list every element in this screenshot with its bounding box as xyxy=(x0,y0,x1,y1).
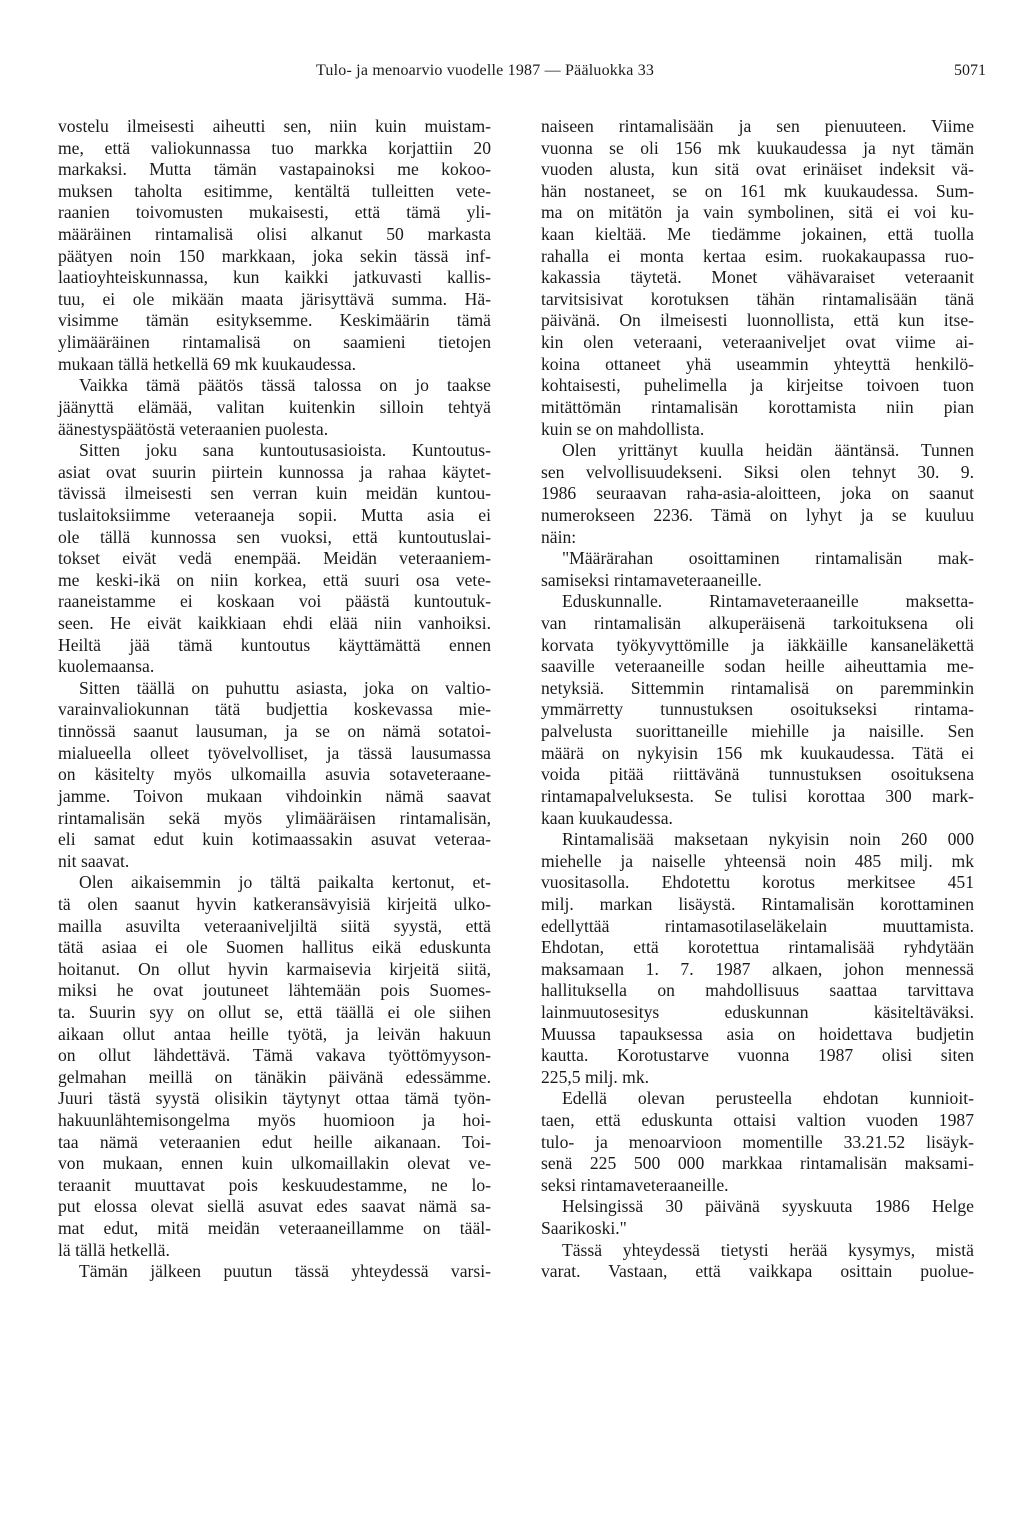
text-line: kohtaisesti, puhelimella ja kirjeitse toivoen tuon xyxy=(541,375,974,396)
text-line: vuositasolla. Ehdotettu korotus merkitsee 451 xyxy=(541,872,974,893)
text-line: jamme. Toivon mukaan vihdoinkin nämä saavat xyxy=(58,785,491,806)
text-line: kautta. Korotustarve vuonna 1987 olisi siten xyxy=(541,1045,974,1066)
text-line: ma on mitätön ja vain symbolinen, sitä ei voi ku- xyxy=(541,202,974,223)
text-line: rintamalisän sekä myös ylimääräisen rintamalisän, xyxy=(58,807,491,828)
text-line: hakuunlähtemisongelma myös huomioon ja hoi- xyxy=(58,1110,491,1131)
text-line: me keski-ikä on niin korkea, että suuri osa vete- xyxy=(58,569,491,590)
text-line: naiseen rintamalisään ja sen pienuuteen. Viime xyxy=(541,116,974,136)
text-line: koina ottaneet yhä useammin yhteyttä henkilö- xyxy=(541,353,974,374)
text-line: kakassia täytetä. Monet vähävaraiset veteraanit xyxy=(541,267,974,288)
text-line: mialueella olleet työvelvolliset, ja tässä lausumassa xyxy=(58,742,491,763)
text-line: tuu, ei ole mikään maata järisyttävä summa. Hä- xyxy=(58,288,491,309)
text-line: vostelu ilmeisesti aiheutti sen, niin kuin muistam- xyxy=(58,116,491,136)
text-line: Eduskunnalle. Rintamaveteraaneille maksetta- xyxy=(562,591,974,612)
text-line: Tässä yhteydessä tietysti herää kysymys, mistä xyxy=(562,1239,974,1260)
text-line: mukaan tällä hetkellä 69 mk kuukaudessa. xyxy=(58,353,357,374)
text-line: saaville veteraaneille sodan heille aiheuttamia me- xyxy=(541,656,974,677)
text-line: ta. Suurin syy on ollut se, että täällä ei ole siihen xyxy=(58,1001,491,1022)
text-line: tinnössä saanut lausuman, ja se on nämä sotatoi- xyxy=(58,721,491,742)
text-line: taen, että eduskunta ottaisi valtion vuoden 1987 xyxy=(541,1110,974,1131)
text-line: raanien toivomusten mukaisesti, että tämä yli- xyxy=(58,202,491,223)
text-line: mitättömän rintamalisän korottamista niin pian xyxy=(541,396,974,417)
text-line: ymmärretty tunnustuksen osoitukseksi rintama- xyxy=(541,699,974,720)
text-line: aikaan ollut antaa heille työtä, ja leivän hakuun xyxy=(58,1023,491,1044)
text-line: markaksi. Mutta tämän vastapainoksi me kokoo- xyxy=(58,159,491,180)
text-line: netyksiä. Sittemmin rintamalisä on paremminkin xyxy=(541,677,974,698)
text-line: päivänä. On ilmeisesti luonnollista, että kun itse- xyxy=(541,310,974,331)
text-line: sen velvollisuudekseni. Siksi olen tehnyt 30. 9. xyxy=(541,461,974,482)
text-line: rahalla ei monta kertaa esim. ruokakaupassa ruo- xyxy=(541,245,974,266)
text-line: maksamaan 1. 7. 1987 alkaen, johon mennessä xyxy=(541,958,974,979)
text-line: kaan kieltää. Me tiedämme jokainen, että tuolla xyxy=(541,224,974,245)
text-line: asiat ovat suurin piirtein kunnossa ja rahaa käytet- xyxy=(58,461,491,482)
text-line: ole tällä kunnossa sen vuoksi, että kuntoutuslai- xyxy=(58,526,491,547)
text-line: ylimääräinen rintamalisä on saamieni tietojen xyxy=(58,332,491,353)
text-line: on käsitelty myös ulkomailla asuvia sotaveteraane- xyxy=(58,764,491,785)
text-line: tuslaitoksiimme veteraaneja sopii. Mutta asia ei xyxy=(58,504,491,525)
text-line: miehelle ja naiselle yhteensä noin 485 milj. mk xyxy=(541,850,974,871)
text-column-right xyxy=(541,116,974,1283)
text-line: put elossa olevat siellä asuvat edes saavat nämä sa- xyxy=(58,1196,491,1217)
text-line: samiseksi rintamaveteraaneille. xyxy=(541,569,762,590)
text-line: hallituksella on mahdollisuus saattaa tarvittava xyxy=(541,980,974,1001)
text-line: Rintamalisää maksetaan nykyisin noin 260 000 xyxy=(562,829,974,850)
text-line: määräinen rintamalisä olisi alkanut 50 markasta xyxy=(58,224,491,245)
text-line: palvelusta suorittaneille miehille ja naisille. Sen xyxy=(541,721,974,742)
text-line: nit saavat. xyxy=(58,850,130,871)
page-header xyxy=(0,62,1024,92)
text-line: korvata työkyvyttömille ja iäkkäille kansaneläkettä xyxy=(541,634,974,655)
text-line: kuolemaansa. xyxy=(58,656,155,677)
text-line: tokset eivät vedä enempää. Meidän veteraaniem- xyxy=(58,548,491,569)
text-line: eli samat edut kuin kotimaassakin asuvat veteraa- xyxy=(58,829,491,850)
text-line: taa nämä veteraanien edut heille aikanaan. Toi- xyxy=(58,1131,491,1152)
text-line: rintamapalveluksesta. Se tulisi korottaa 300 mark- xyxy=(541,785,974,806)
text-line: tä olen saanut hyvin katkeransävyisiä kirjeitä ulko- xyxy=(58,893,491,914)
text-line: "Määrärahan osoittaminen rintamalisän mak- xyxy=(562,548,974,569)
text-line: teraanit muuttavat pois keskuudestamme, ne lo- xyxy=(58,1174,491,1195)
page-number: 5071 xyxy=(954,62,986,79)
text-line: on ollut lähdettävä. Tämä vakava työttömyyson- xyxy=(58,1045,491,1066)
text-line: gelmahan meillä on tänäkin päivänä edessämme. xyxy=(58,1066,491,1087)
text-line: hän nostaneet, se on 161 mk kuukaudessa. Sum- xyxy=(541,180,974,201)
text-line: lainmuutosesitys eduskunnan käsiteltäväksi. xyxy=(541,1001,974,1022)
text-line: laatioyhteiskunnassa, kun kaikki jatkuvasti kallis- xyxy=(58,267,491,288)
text-line: kaan kuukaudessa. xyxy=(541,807,673,828)
text-line: Vaikka tämä päätös tässä talossa on jo taakse xyxy=(79,375,491,396)
running-header-title: Tulo- ja menoarvio vuodelle 1987 — Pääluokka 33 xyxy=(316,62,655,79)
text-line: 225,5 milj. mk. xyxy=(541,1066,650,1087)
text-line: von mukaan, ennen kuin ulkomaillakin olevat ve- xyxy=(58,1153,491,1174)
text-line: näin: xyxy=(541,526,577,547)
text-column-left xyxy=(58,116,491,1283)
text-line: vuonna se oli 156 mk kuukaudessa ja nyt tämän xyxy=(541,137,974,158)
text-line: Sitten täällä on puhuttu asiasta, joka on valtio- xyxy=(79,677,491,698)
text-line: tulo- ja menoarvioon momentille 33.21.52 lisäyk- xyxy=(541,1131,974,1152)
text-line: me, että valiokunnassa tuo markka korjattiin 20 xyxy=(58,137,491,158)
text-line: edellyttää rintamasotilaseläkelain muuttamista. xyxy=(541,915,974,936)
text-line: jäänyttä elämää, valitan kuitenkin silloin tehtyä xyxy=(58,396,491,417)
text-line: Saarikoski." xyxy=(541,1218,627,1239)
text-line: vuoden alusta, kun sitä ovat erinäiset indeksit vä- xyxy=(541,159,974,180)
text-line: seksi rintamaveteraaneille. xyxy=(541,1174,729,1195)
text-line: Helsingissä 30 päivänä syyskuuta 1986 Helge xyxy=(562,1196,974,1217)
text-line: Heiltä jää tämä kuntoutus käyttämättä ennen xyxy=(58,634,491,655)
text-line: päätyen noin 150 markkaan, joka sekin tässä inf- xyxy=(58,245,491,266)
text-line: Muussa tapauksessa asia on hoidettava budjetin xyxy=(541,1023,974,1044)
text-line: määrä on nykyisin 156 mk kuukaudessa. Tätä ei xyxy=(541,742,974,763)
text-line: kin olen veteraani, veteraaniveljet ovat viime ai- xyxy=(541,332,974,353)
text-line: voida pitää riittävänä tunnustuksen osoituksena xyxy=(541,764,974,785)
text-line: Edellä olevan perusteella ehdotan kunnioit- xyxy=(562,1088,974,1109)
text-line: varainvaliokunnan tätä budjettia koskevassa mie- xyxy=(58,699,491,720)
text-line: muksen taholta esitimme, kentältä tulleitten vete- xyxy=(58,180,491,201)
text-line: numerokseen 2236. Tämä on lyhyt ja se kuuluu xyxy=(541,504,974,525)
text-line: hoitanut. On ollut hyvin karmaisevia kirjeitä siitä, xyxy=(58,958,491,979)
text-line: mailla asuvilta veteraaniveljiltä siitä syystä, että xyxy=(58,915,491,936)
text-line: milj. markan lisäystä. Rintamalisän korottaminen xyxy=(541,893,974,914)
text-line: visimme tämän esityksemme. Keskimäärin tämä xyxy=(58,310,491,331)
text-line: tarvitsisivat korotuksen tähän rintamalisään tänä xyxy=(541,288,974,309)
text-line: seen. He eivät kaikkiaan ehdi elää niin vanhoiksi. xyxy=(58,613,491,634)
text-line: varat. Vastaan, että vaikkapa osittain puolue- xyxy=(541,1261,974,1282)
text-line: tätä asiaa ei ole Suomen hallitus eikä eduskunta xyxy=(58,937,491,958)
text-line: mat edut, mitä meidän veteraaneillamme on tääl- xyxy=(58,1218,491,1239)
text-line: Tämän jälkeen puutun tässä yhteydessä varsi- xyxy=(79,1261,491,1282)
text-line: tävissä ilmeisesti sen verran kuin meidän kuntou- xyxy=(58,483,491,504)
text-line: 1986 seuraavan raha-asia-aloitteen, joka on saanut xyxy=(541,483,974,504)
text-line: Juuri tästä syystä olisikin täytynyt ottaa tämä työn- xyxy=(58,1088,491,1109)
text-line: Olen yrittänyt kuulla heidän ääntänsä. Tunnen xyxy=(562,440,974,461)
text-line: äänestyspäätöstä veteraanien puolesta. xyxy=(58,418,329,439)
text-line: kuin se on mahdollista. xyxy=(541,418,705,439)
text-line: miksi he ovat joutuneet lähtemään pois Suomes- xyxy=(58,980,491,1001)
text-line: raaneistamme ei koskaan voi päästä kuntoutuk- xyxy=(58,591,491,612)
text-line: Olen aikaisemmin jo tältä paikalta kertonut, et- xyxy=(79,872,491,893)
text-line: van rintamalisän alkuperäisenä tarkoituksena oli xyxy=(541,613,974,634)
text-line: Ehdotan, että korotettua rintamalisää ryhdytään xyxy=(541,937,974,958)
text-line: senä 225 500 000 markkaa rintamalisän maksami- xyxy=(541,1153,974,1174)
text-line: Sitten joku sana kuntoutusasioista. Kuntoutus- xyxy=(79,440,491,461)
text-line: lä tällä hetkellä. xyxy=(58,1239,170,1260)
